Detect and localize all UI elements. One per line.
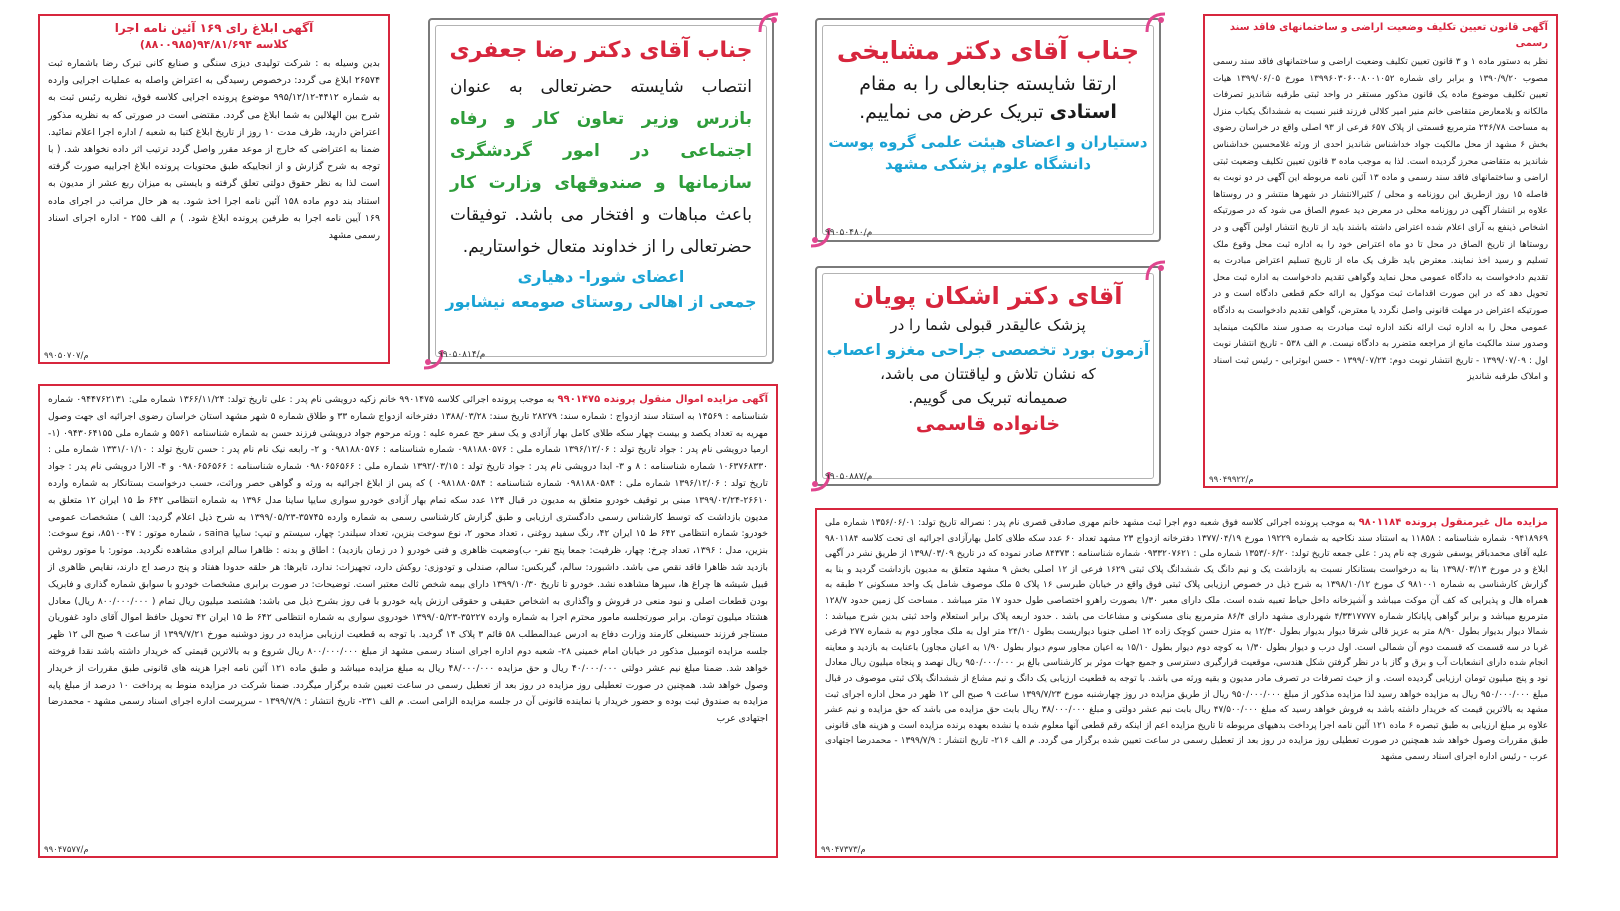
enforcement-code: م/۹۹۰۵۰۷۰۷ [44,351,89,361]
corner-ornament-icon [758,12,780,34]
mashayekhi-line2-wrap [823,101,1153,123]
auction-movable-title: آگهی مزایده اموال منقول پرونده ۹۹۰۱۴۷۵ [557,394,769,405]
mashayekhi-line1: ارتقا شایسته جنابعالی را به مقام [859,73,1117,95]
jafari-line2: باعث مباهات و افتخار می باشد. توفیقات حضرتعالی را از خداوند متعال خواستاریم. [450,205,752,257]
mashayekhi-line2: استادی [1049,101,1117,123]
auction-movable-body [40,386,776,728]
enforcement-subtitle: کلاسه ۹۴/۸۱/۶۹۴(۸۸۰۰۹۸۵) [139,38,289,51]
auction-immovable-code: م/۹۹۰۴۷۳۷۳ [821,845,866,855]
jafari-name: جناب آقای دکتر رضا جعفری [449,38,753,63]
enforcement-body: بدین وسیله به : شرکت تولیدی دیزی سنگی و صنایع کانی تبرک رضا باشماره ثبت ۲۶۵۷۴ ابلاغ می گردد: درخصوص رسیدگی به اعتراض واصله به عملیات اجرایی وارده به شماره ۴۴۱۲-۹۹۵/۱۲/۱۲ موضوع پرونده اجرایی کلاسه فوق، نظریه رئیس ثبت به شرح بین الهلالین به شما ابلاغ می گردد. مقتضی است در صورتی که به نظریه مذکور اعتراض دارید، ظرف مدت ۱۰ روز از تاریخ ابلاغ کتبا به شعبه / اداره اجرا اعلام نمائید. ضمنا به اعتراضی که خارج از موعد مقرر واصل گردد ترتیب اثر داده نخواهد شد. ( با توجه به شرح گزارش و از انجاییکه طبق محتویات پرونده ابلاغ اجراییه صورت گرفته است لذا به نظر حقوق دولتی تعلق گرفته و بایستی به میزان ربع عشر از مدیون به استناد بند دوم ماده ۱۵۸ آئین نامه اجرا اخذ شود. به هر حال مراتب در اجرای ماده ۱۶۹ آیین نامه اجرا به طرفین پرونده ابلاغ شود. ) م الف ۲۵۵ - اداره اجرای اسناد رسمی مشهد [48,58,381,242]
auction-immovable-text: به موجب پرونده اجرائی کلاسه فوق شعبه دوم اجرا ثبت مشهد خانم مهری صادقی قصری نام پدر : نصراله تاریخ تولد: ۱۳۵۶/۰۶/۰۱ شماره ملی ۰۹۴۱۸۹۶۹ شماره شناسنامه : ۱۱۸۵۸ به استناد سند نکاحیه به شماره ۱۹۲۲۹ مورخ ۱۳۷۷/۰۴/۱۹ دفترخانه ازدواج ۲۳ مشهد تعداد ۶۰ عدد سکه طلای کامل بهارآزادی اجرائیه ای تحت کلاسه ۹۸۰۱۱۸۴ علیه آقای محمدباقر یوسفی شوری چه نام پدر : علی جمعه تاریخ تولد: ۱۳۵۳/۰۶/۲۰ شماره ملی : ۰۹۳۳۲۰۷۶۲۱ شماره شناسنامه : ۸۴۳۷۳ صادر نموده که در تاریخ ۱۳۹۸/۰۳/۰۹ از طریق نشر در آگهی ابلاغ و در مورخ ۱۳۹۸/۰۳/۱۳ بنا به درخواست بستانکار نسبت به بازداشت یک و نیم دانگ یک ششدانگ پلاک ثبتی ۱۶۲۹ فرعی از ۱۲ اصلی بخش ۹ مشهد متعلق به مدیون بازداشت گردید و بنا به گزارش کارشناسی به شماره ۹۸۱۰۰۱ ک مورخ ۱۳۹۸/۱۰/۱۲ به شرح ذیل در خصوص ارزیابی پلاک ثبتی فوق واقع در خیابان طبرسی ۱۶ پلاک ۵ ملک موصوف شامل یک واحد مسکونی ۲ طبقه به همراه هال و پذیرایی که کف آن موکت میباشد و آشپزخانه داخل حیاط تعبیه شده است. ملک دارای معبر ۱/۳۰ بصورت راهرو اختصاصی طول حدود ۱۷ متر میباشد . مساحت کل زمین حدود ۱۲۸/۷ مترمربع میباشد و برابر گواهی پایانکار شماره ۴/۳۳۱۷۷۷۷ شهرداری مشهد دارای ۸۶/۴ مترمربع بنای مسکونی و مشاعات می باشد . حدود اربعه پلاک برابر استعلام واحد ثبتی بدین شرح میباشد : شمالا دیوار بدیوار بطول ۸/۹۰ متر به عزیز قالی شرقا دیوار بدیوار بطول ۱۲/۳۰ به منزل حسن کوچک زاده ۱۲ اصلی جنوبا دیواریست بطول ۲۴/۱۰ متر اول به ملک مجاور دوم به شماره ۲۷۷ فرعی غربا در سه قسمت که قسمت دوم آن شمالی است. اول درب و دیوار بطول ۱/۳۰ به کوچه دوم دیوار بطول ۱۵/۱۰ به اعیان مجاور سوم دیوار بطول ۱/۹۰ به اعیان مجاور) باعنایت به بازدید و معاینه انجام شده دارای انشعابات آب و برق و گاز با در نظر گرفتن شکل هندسی، موقعیت قرارگیری دسترسی و جمیع جهات موثر بر کارشناسی بالغ بر ۹۵۰/۰۰۰/۰۰۰ ریال نهصد و پنجاه میلیون ریال معادل نود و پنج میلیون تومان ارزیابی گردیده است. و از حیث تصرفات در تصرف مادر مدیون و بقیه ورثه می باشد. با توجه به قطعیت ارزیابی یک دانگ و نیم مشاع از ششدانگ پلاک ثبتی موصوف در قبال مبلغ ۹۵۰/۰۰۰/۰۰۰ ریال به مزایده خواهد رسید لذا مزایده مذکور از مبلغ ۹۵۰/۰۰۰/۰۰۰ ریال از طریق مزایده در روز چهارشنبه مورخ ۱۳۹۹/۷/۲۳ ساعت ۹ صبح الی ۱۲ ظهر در محل اداره اجرای ثبت مشهد به بالاترین قیمت که خریدار داشته باشد به فروش خواهد رسید که مبلغ ۴۷/۵۰۰/۰۰۰ ریال بابت نیم عشر دولتی و مبلغ ۳۸/۰۰۰/۰۰۰ ریال بابت حق مزایده می باشد که حق مزایده و نیم عشر علاوه بر مبلغ ارزیابی به طبق تبصره ۶ ماده ۱۲۱ آئین نامه اجرا پرداخت بدهیهای مربوطه تا تاریخ مزایده اعم از اینکه رقم قطعی آنها معلوم شده یا نشده بعهده برنده مزایده است و هزینه های قانونی طبق مقررات وصول خواهد شد همچنین در صورت تعطیلی روز مزایده در روز بعد از تعطیل رسمی در ساعت تعیین شده برگزار می گردد. م الف ۲۱۶- تاریخ انتشار : ۱۳۹۹/۷/۹ - محمدرضا اجتهادی عرب - رئیس اداره اجرای اسناد رسمی مشهد [825,518,1549,762]
congrats-card-mashayekhi [815,18,1161,242]
corner-ornament-icon [1145,12,1167,34]
congrats-card-jafari [428,18,774,364]
pouyan-line4: صمیمانه تبریک می گوییم. [908,389,1068,407]
mashayekhi-signer1: دستیاران و اعضای هیئت علمی گروه پوست [828,133,1148,151]
auction-immovable-body [817,510,1556,766]
jafari-code: م/۹۹۰۵۰۸۱۴ [438,350,486,360]
card-frame [822,25,1154,235]
jafari-highlight1: بازرس [696,109,753,129]
pouyan-line2: آزمون بورد تخصصی جراحی مغزو اعصاب [826,340,1150,359]
land-notice-title: آگهی قانون تعیین تکلیف وضعیت اراضی و ساختمانهای فاقد سند رسمی [1229,22,1548,49]
auction-movable-notice [38,384,778,858]
mashayekhi-line3: تبریک عرض می نماییم. [859,101,1044,123]
card-frame [822,273,1154,479]
pouyan-code: م/۹۹۰۵۰۸۸۷ [825,472,873,482]
auction-movable-text: به موجب پرونده اجرائی کلاسه ۹۹۰۱۴۷۵ خانم زکیه درویشی نام پدر : علی تاریخ تولد: ۱۳۶۶/۱۱/۲۴ شماره ملی: ۰۹۴۴۷۶۲۱۳۱ شماره شناسنامه : ۱۴۵۶۹ به استناد سند ازدواج : شماره سند: ۲۸۲۷۹ تاریخ سند: ۱۳۸۸/۰۳/۲۸ دفترخانه ازدواج شماره ۳۳ و طلاق شماره ۵ شهر مشهد استان خراسان رضوی اجرائیه ای جهت وصول مهریه به تعداد یکصد و بیست چهار سکه طلای کامل بهار آزادی و یک سفر حج عمره علیه : ورثه مرحوم جواد درویشی فرزند حسن به شماره شناسنامه ۵۵۶۱ و شماره ملی ۰۹۴۳۰۶۴۱۵۵ (۱- ارمیا درویشی نام پدر : جواد تاریخ تولد : ۱۳۹۶/۱۲/۰۶ شماره ملی : ۰۹۸۱۸۸۰۵۷۶ شماره شناسنامه : ۰۹۸۱۸۸۰۵۷۶ و ۲- رابعه نیک نام نام پدر : حسن تاریخ تولد : ۱۳۳۱/۰۱/۱۰ شماره ملی : ۱۰۶۳۷۶۸۳۳۰ شماره شناسنامه : ۸ و ۳- ابدا درویشی نام پدر : جواد تاریخ تولد : ۱۳۹۲/۰۳/۱۵ شماره ملی : ۰۹۸۰۶۵۶۵۶۶ شماره شناسنامه : ۰۹۸۰۶۵۶۵۶۶ و ۴- الارا درویشی نام پدر : جواد تاریخ تولد : ۱۳۹۶/۱۲/۰۶ شماره ملی : ۰۹۸۱۸۸۰۵۸۴ شماره شناسنامه : ۰۹۸۱۸۸۰۵۸۴ ) که پس از ابلاغ اجرائیه به ورثه و گواهی حصر وراثت، حسب درخواست بستانکار به شماره وارده ۲۶۶۱۰-۱۳۹۹/۰۲/۲۴ مبنی بر توقیف خودرو متعلق به مدیون در قبال ۱۲۴ عدد سکه تمام بهار آزادی خودرو سواری سایپا ساینا مدل ۱۳۹۶ به شماره انتظامی ۶۴۲ ط ۱۵ ایران ۱۲ متعلق به مدیون بازداشت که توسط کارشناس رسمی دادگستری ارزیابی و طبق گزارش کارشناسی رسمی به شماره وارده ۳۵۷۴۵-۱۳۹۹/۰۵/۲۳ به شرح ذیل اعلام گردید: الف ) مشخصات عمومی خودرو: شماره انتظامی ۶۴۲ ط ۱۵ ایران ۴۲، رنگ سفید روغنی ، تعداد محور ۲، نوع سوخت بنزین، تعداد سیلندر: چهار، سیستم و تیپ: سایپا saina ، شماره موتور : ۸۵۱۰۰۴۷، نوع سوخت: بنزین، مدل : ۱۳۹۶، تعداد چرخ: چهار، ظرفیت: جمعا پنج نفر- ب)وضعیت ظاهری و فنی خودرو ( در زمان بازدید) : اطاق و بدنه : ظاهرا سالم ایرادی مشاهده نگردید. موتور: با موتور روشن بازدید شد ظاهرا فاقد نقص می باشد. داشبورد: سالم، گیربکس: سالم، صندلی و تودوزی: روکش دارد، تجهیزات: ندارد، تایرها: هر حلقه حدودا هفتاد و پنج درصد اج دارند، نقایص ظاهری از قبیل شیشه ها چراغ ها، سپرها مشاهده نشد. خودرو تا تاریخ ۱۳۹۹/۱۰/۳۰ دارای بیمه شخص ثالث معتبر است. توضیحات: در صورت برابری مشخصات خودرو با سوابق شماره گذاری و فابریک بودن قطعات اصلی و نبود منعی در فروش و واگذاری به اشخاص حقیقی و حقوقی ارزش پایه خودرو با فی روز بشرح ذیل می باشد: هشتصد میلیون ریال تمام ( ۸۰۰/۰۰۰/۰۰۰ ریال) معادل هشتاد میلیون تومان. برابر صورتجلسه مامور محترم اجرا به شماره وارده ۳۵۲۲۷-۱۳۹۹/۰۵/۲۳ خودروی سواری به شماره انتظامی ۶۴۲ ط ۱۵ ایران ۴۲ تحویل حافظ اموال آقای داود غفوریان مستاجر فرزند حسینعلی کارمند وزارت دفاع به ادرس عبدالمطلب ۵۸ قائم ۳ پلاک ۱۴ گردید. با توجه به قطعیت ارزیابی مزایده در روز دوشنبه مورخ ۱۳۹۹/۷/۲۱ از ساعت ۹ صبح الی ۱۲ ظهر جلسه مزایده اتومبیل مذکور در خیابان امام خمینی ۲۸- شعبه دوم اداره اجرای اسناد رسمی مشهد از مبلغ ۸۰۰/۰۰۰/۰۰۰ ریال شروع و به بالاترین قیمتی که خریدار داشته باشد نقدا فروخته خواهد شد. ضمنا مبلغ نیم عشر دولتی ۴۰/۰۰۰/۰۰۰ ریال و حق مزایده ۴۸/۰۰۰/۰۰۰ ریال به مبلغ مزایده میباشد و طبق ماده ۱۲۱ آئین نامه اجرا هزینه های قانونی طبق مقررات از خریدار وصول خواهد شد. همچنین در صورت تعطیلی روز مزایده در روز بعد از تعطیل رسمی در ساعت تعیین شده برگزار میگردد. ضمنا شرکت در مزایده منوط به پرداخت ۱۰ درصد از مبلغ پایه مزایده به صندوق ثبت بوده و حضور خریدار یا نماینده قانونی آن در جلسه مزایده الزامی است. م الف ۲۳۱- تاریخ انتشار : ۱۳۹۹/۷/۹ - سرپرست اداره اجرای اسناد رسمی مشهد - محمدرضا اجتهادی عرب [48,394,769,725]
enforcement-notice [38,14,390,364]
card-frame [435,25,767,357]
jafari-line1: انتصاب شایسته حضرتعالی به عنوان [450,77,752,97]
congrats-card-pouyan [815,266,1161,486]
auction-immovable-notice [815,508,1558,858]
pouyan-signer: خانواده قاسمی [915,413,1061,435]
land-status-notice [1203,14,1558,488]
jafari-signer1: اعضای شورا- دهیاری [517,267,685,286]
pouyan-line3: که نشان تلاش و لیاقتتان می باشد، [880,365,1096,383]
pouyan-line1: پزشک عالیقدر قبولی شما را در [890,316,1086,334]
mashayekhi-code: م/۹۹۰۵۰۴۸۰ [825,228,873,238]
jafari-highlight2: وزیر تعاون کار و رفاه اجتماعی در امور گردشگری سازمانها و صندوقهای وزارت کار [450,109,752,193]
auction-immovable-title: مزایده مال غیرمنقول پرونده ۹۸۰۱۱۸۴ [1358,517,1548,528]
land-notice-code: م/۹۹۰۴۹۹۲۲ [1209,475,1254,485]
mashayekhi-name: جناب آقای دکتر مشایخی [836,36,1140,65]
land-notice-body: نظر به دستور ماده ۱ و ۳ قانون تعیین تکلیف وضعیت اراضی و ساختمانهای فاقد سند رسمی مصوب ۱۳۹۰/۹/۲۰ و برابر رای شماره ۱۳۹۹۶۰۳۰۶۰۰۸۰۰۱۰۵۲ مورخ ۱۳۹۹/۰۶/۰۵ هیات تعیین تکلیف موضوع ماده یک قانون مذکور مستقر در واحد ثبتی طرقبه شاندیز تصرفات مالکانه و بلامعارض متقاضی خانم منیر امیر کلالی فرزند قنبر نسبت به ششدانگ یکباب منزل به مساحت ۲۴۶/۷۸ مترمربع قسمتی از پلاک ۶۵۷ فرعی از ۹۳ اصلی واقع در خراسان رضوی بخش ۶ مشهد از محل مالکیت جواد خداشناس شاندیز احدی از ورثه غلامحسین خداشناس شاندیز به متقاضی محرز گردیده است. لذا به موجب ماده ۳ قانون تعیین تکلیف وضعیت ثبتی اراضی و ساختمانهای فاقد سند رسمی و ماده ۱۳ آئین نامه مربوطه این آگهی در دو نوبت به فاصله ۱۵ روز ازطریق این روزنامه و محلی / کثیرالانتشار در شهرها منتشر و در روستاها علاوه بر انتشار آگهی در روزنامه محلی در معرض دید عموم الصاق می شود که در صورتیکه اشخاص ذینفع به آرای اعلام شده اعتراض داشته باشند باید از تاریخ انتشار اولین آگهی و در روستاها از تاریخ الصاق در محل تا دو ماه اعتراض خود را به اداره ثبت محل وقوع ملک تسلیم و رسید اخذ نمایند. معترض باید ظرف یک ماه از تاریخ تسلیم اعتراض مبادرت به تقدیم دادخواست به دادگاه عمومی محل نماید وگواهی تقدیم دادخواست به اداره ثبت محل تحویل دهد که در این صورت اقدامات ثبت موکول به ارائه حکم قطعی دادگاه است و در صورتیکه اعتراض در مهلت قانونی واصل نگردد یا معترض، گواهی تقدیم دادخواست به دادگاه عمومی محل را به اداره ثبت ارائه نکند اداره ثبت مبادرت به صدور سند مالکیت مینماید وصدور سند مالکیت مانع از مراجعه متضرر به دادگاه نیست. م الف ۵۳۸ - تاریخ انتشار نوبت اول : ۱۳۹۹/۰۷/۰۹ - تاریخ انتشار نوبت دوم: ۱۳۹۹/۰۷/۲۴ - حسن ابوترابی - رئیس ثبت اسناد و املاک طرقبه شاندیز [1213,57,1549,383]
corner-ornament-icon [1145,260,1167,282]
pouyan-name: آقای دکتر اشکان پویان [853,282,1123,310]
jafari-signer2: جمعی از اهالی روستای صومعه نیشابور [445,292,757,311]
mashayekhi-signer2: دانشگاه علوم پزشکی مشهد [884,155,1092,173]
enforcement-title: آگهی ابلاغ رای ۱۶۹ آئین نامه اجرا [114,21,314,35]
auction-movable-code: م/۹۹۰۴۷۵۷۷ [44,845,89,855]
jafari-message [436,63,766,263]
